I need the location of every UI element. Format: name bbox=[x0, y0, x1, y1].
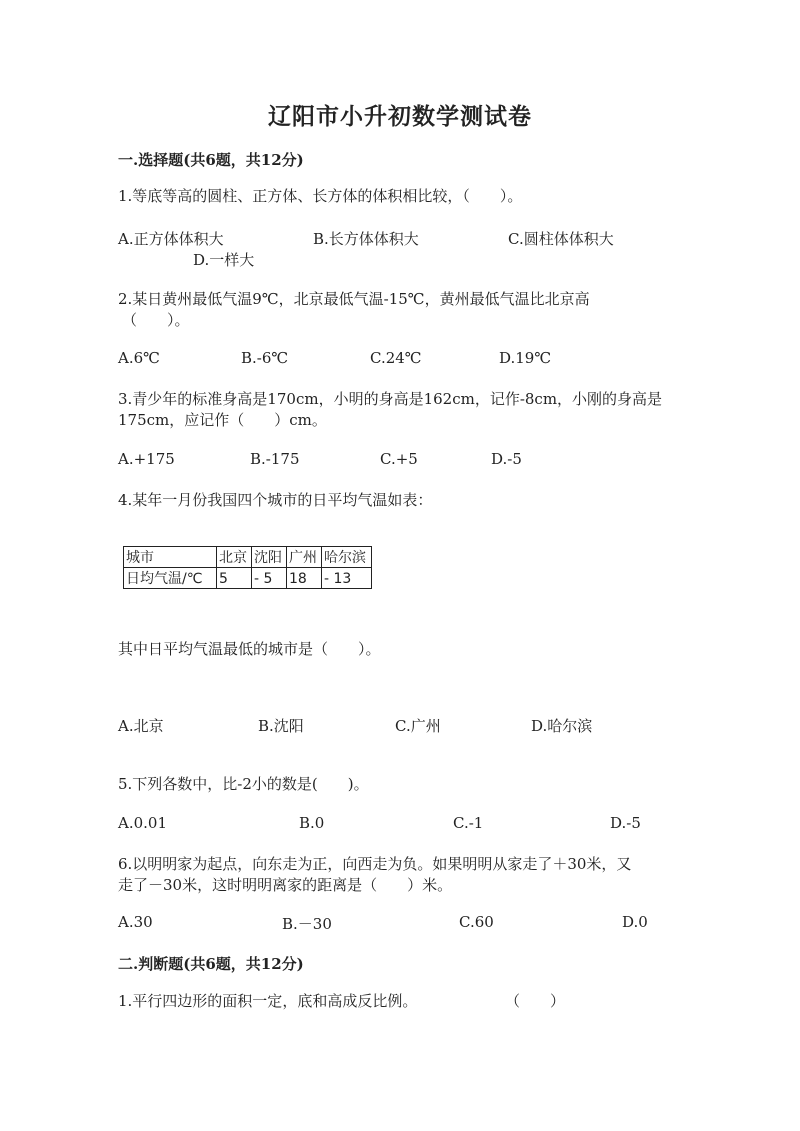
section-heading-judgement: 二.判断题(共6题，共12分) bbox=[118, 955, 304, 973]
table-row bbox=[124, 568, 372, 589]
question-2-option-a: A.6℃ bbox=[118, 349, 160, 367]
question-5-text: 5.下列各数中，比-2小的数是( )。 bbox=[118, 775, 369, 793]
question-1-option-b: B.长方体体积大 bbox=[313, 230, 419, 248]
section-heading-choice: 一.选择题(共6题，共12分) bbox=[118, 151, 304, 169]
question-3-option-d: D.-5 bbox=[491, 450, 522, 468]
table-row bbox=[124, 547, 372, 568]
table-cell: 城市 bbox=[124, 547, 217, 568]
question-5-option-d: D.-5 bbox=[610, 814, 641, 832]
question-6-text-line2: 走了－30米，这时明明离家的距离是（ ）米。 bbox=[118, 876, 453, 894]
judgement-1-blank: （ ） bbox=[505, 992, 566, 1010]
question-2-option-d: D.19℃ bbox=[499, 349, 552, 367]
table-cell: 哈尔滨 bbox=[322, 547, 372, 568]
table-cell: 广州 bbox=[287, 547, 322, 568]
page-title: 辽阳市小升初数学测试卷 bbox=[268, 103, 532, 130]
question-4-option-d: D.哈尔滨 bbox=[531, 717, 593, 735]
question-6-text-line1: 6.以明明家为起点，向东走为正，向西走为负。如果明明从家走了＋30米，又 bbox=[118, 855, 632, 873]
question-2-option-b: B.-6℃ bbox=[241, 349, 289, 367]
question-1-text: 1.等底等高的圆柱、正方体、长方体的体积相比较，（ ）。 bbox=[118, 187, 523, 205]
table-cell: - 13 bbox=[322, 568, 372, 589]
question-2-option-c: C.24℃ bbox=[370, 349, 422, 367]
question-5-option-a: A.0.01 bbox=[118, 814, 167, 832]
question-3-option-c: C.+5 bbox=[380, 450, 418, 468]
question-1-option-a: A.正方体体积大 bbox=[118, 230, 224, 248]
question-3-option-a: A.+175 bbox=[118, 450, 175, 468]
question-3-option-b: B.-175 bbox=[250, 450, 300, 468]
question-3-text-line1: 3.青少年的标准身高是170cm，小明的身高是162cm，记作-8cm，小刚的身高是 bbox=[118, 390, 663, 408]
table-cell: 18 bbox=[287, 568, 322, 589]
question-4-option-c: C.广州 bbox=[395, 717, 441, 735]
question-4-question: 其中日平均气温最低的城市是（ ）。 bbox=[118, 640, 381, 658]
question-4-option-a: A.北京 bbox=[118, 717, 164, 735]
table-cell: 沈阳 bbox=[252, 547, 287, 568]
table-cell: - 5 bbox=[252, 568, 287, 589]
question-5-option-b: B.0 bbox=[299, 814, 325, 832]
question-6-option-d: D.0 bbox=[622, 913, 648, 931]
judgement-1-text: 1.平行四边形的面积一定，底和高成反比例。 bbox=[118, 992, 418, 1010]
question-1-option-c: C.圆柱体体积大 bbox=[508, 230, 614, 248]
question-6-option-c: C.60 bbox=[459, 913, 494, 931]
table-cell: 日均气温/℃ bbox=[124, 568, 217, 589]
question-4-text: 4.某年一月份我国四个城市的日平均气温如表： bbox=[118, 491, 433, 509]
question-6-option-b: B.－30 bbox=[282, 915, 332, 933]
city-temperature-table bbox=[123, 546, 372, 589]
question-6-option-a: A.30 bbox=[118, 913, 153, 931]
question-2-text-line1: 2.某日黄州最低气温9℃，北京最低气温-15℃，黄州最低气温比北京高 bbox=[118, 290, 590, 308]
question-1-option-d: D.一样大 bbox=[193, 251, 255, 269]
question-4-option-b: B.沈阳 bbox=[258, 717, 304, 735]
question-3-text-line2: 175cm，应记作（ ）cm。 bbox=[118, 411, 327, 429]
question-2-text-line2: （ ）。 bbox=[122, 311, 190, 329]
table-cell: 北京 bbox=[217, 547, 252, 568]
table-cell: 5 bbox=[217, 568, 252, 589]
question-5-option-c: C.-1 bbox=[453, 814, 484, 832]
